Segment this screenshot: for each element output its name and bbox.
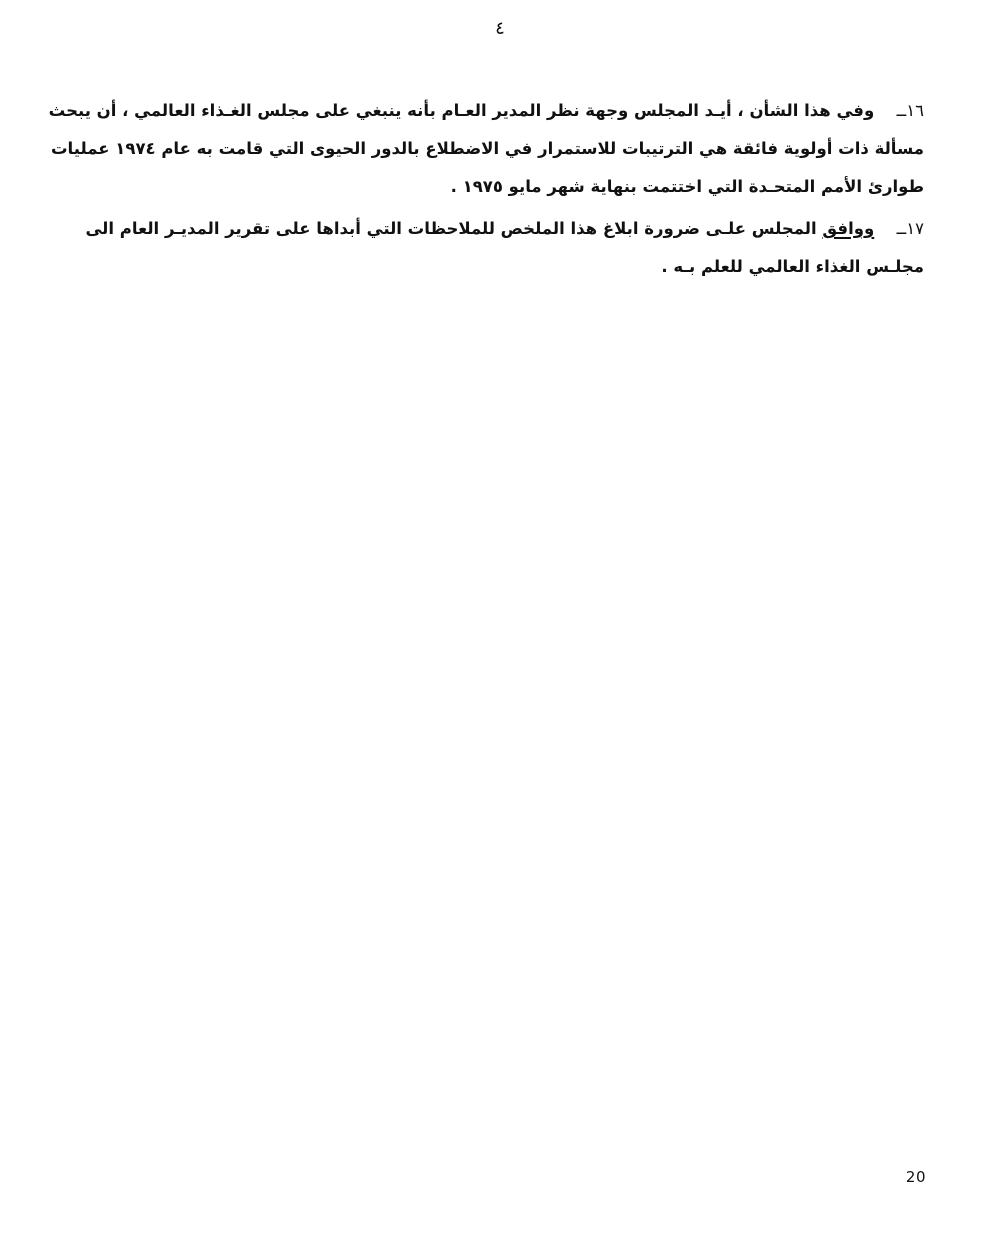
document-body — [24, 92, 924, 290]
paragraph-text: وفي هذا الشأن ، أيـد المجلس وجهة نظر المدير العـام بأنه ينبغي على مجلس الغـذاء العالمي ، أن يبحث مسألة ذات أولوية فائقة هي الترتيبات للاستمرار في الاضطلاع بالدور الحيوى التي قامت به عام ١٩٧٤ عمليات طوارئ الأمم المتحـدة التي اختتمت بنهاية شهر مايو ١٩٧٥ . — [48, 101, 924, 196]
paragraph-16 — [24, 92, 924, 206]
page-number-top: ٤ — [495, 18, 505, 39]
footer-page-number: 20 — [905, 1168, 926, 1186]
paragraph-text: المجلس علـى ضرورة ابلاغ هذا الملخص للملاحظات التي أبداها على تقرير المديـر العام الى مجلـس الغذاء العالمي للعلم بـه . — [85, 219, 924, 276]
paragraph-17 — [24, 210, 924, 286]
paragraph-number: ١٦ــ — [896, 101, 924, 120]
paragraph-number: ١٧ــ — [896, 219, 924, 238]
underlined-lead-word: ووافق — [822, 219, 875, 238]
